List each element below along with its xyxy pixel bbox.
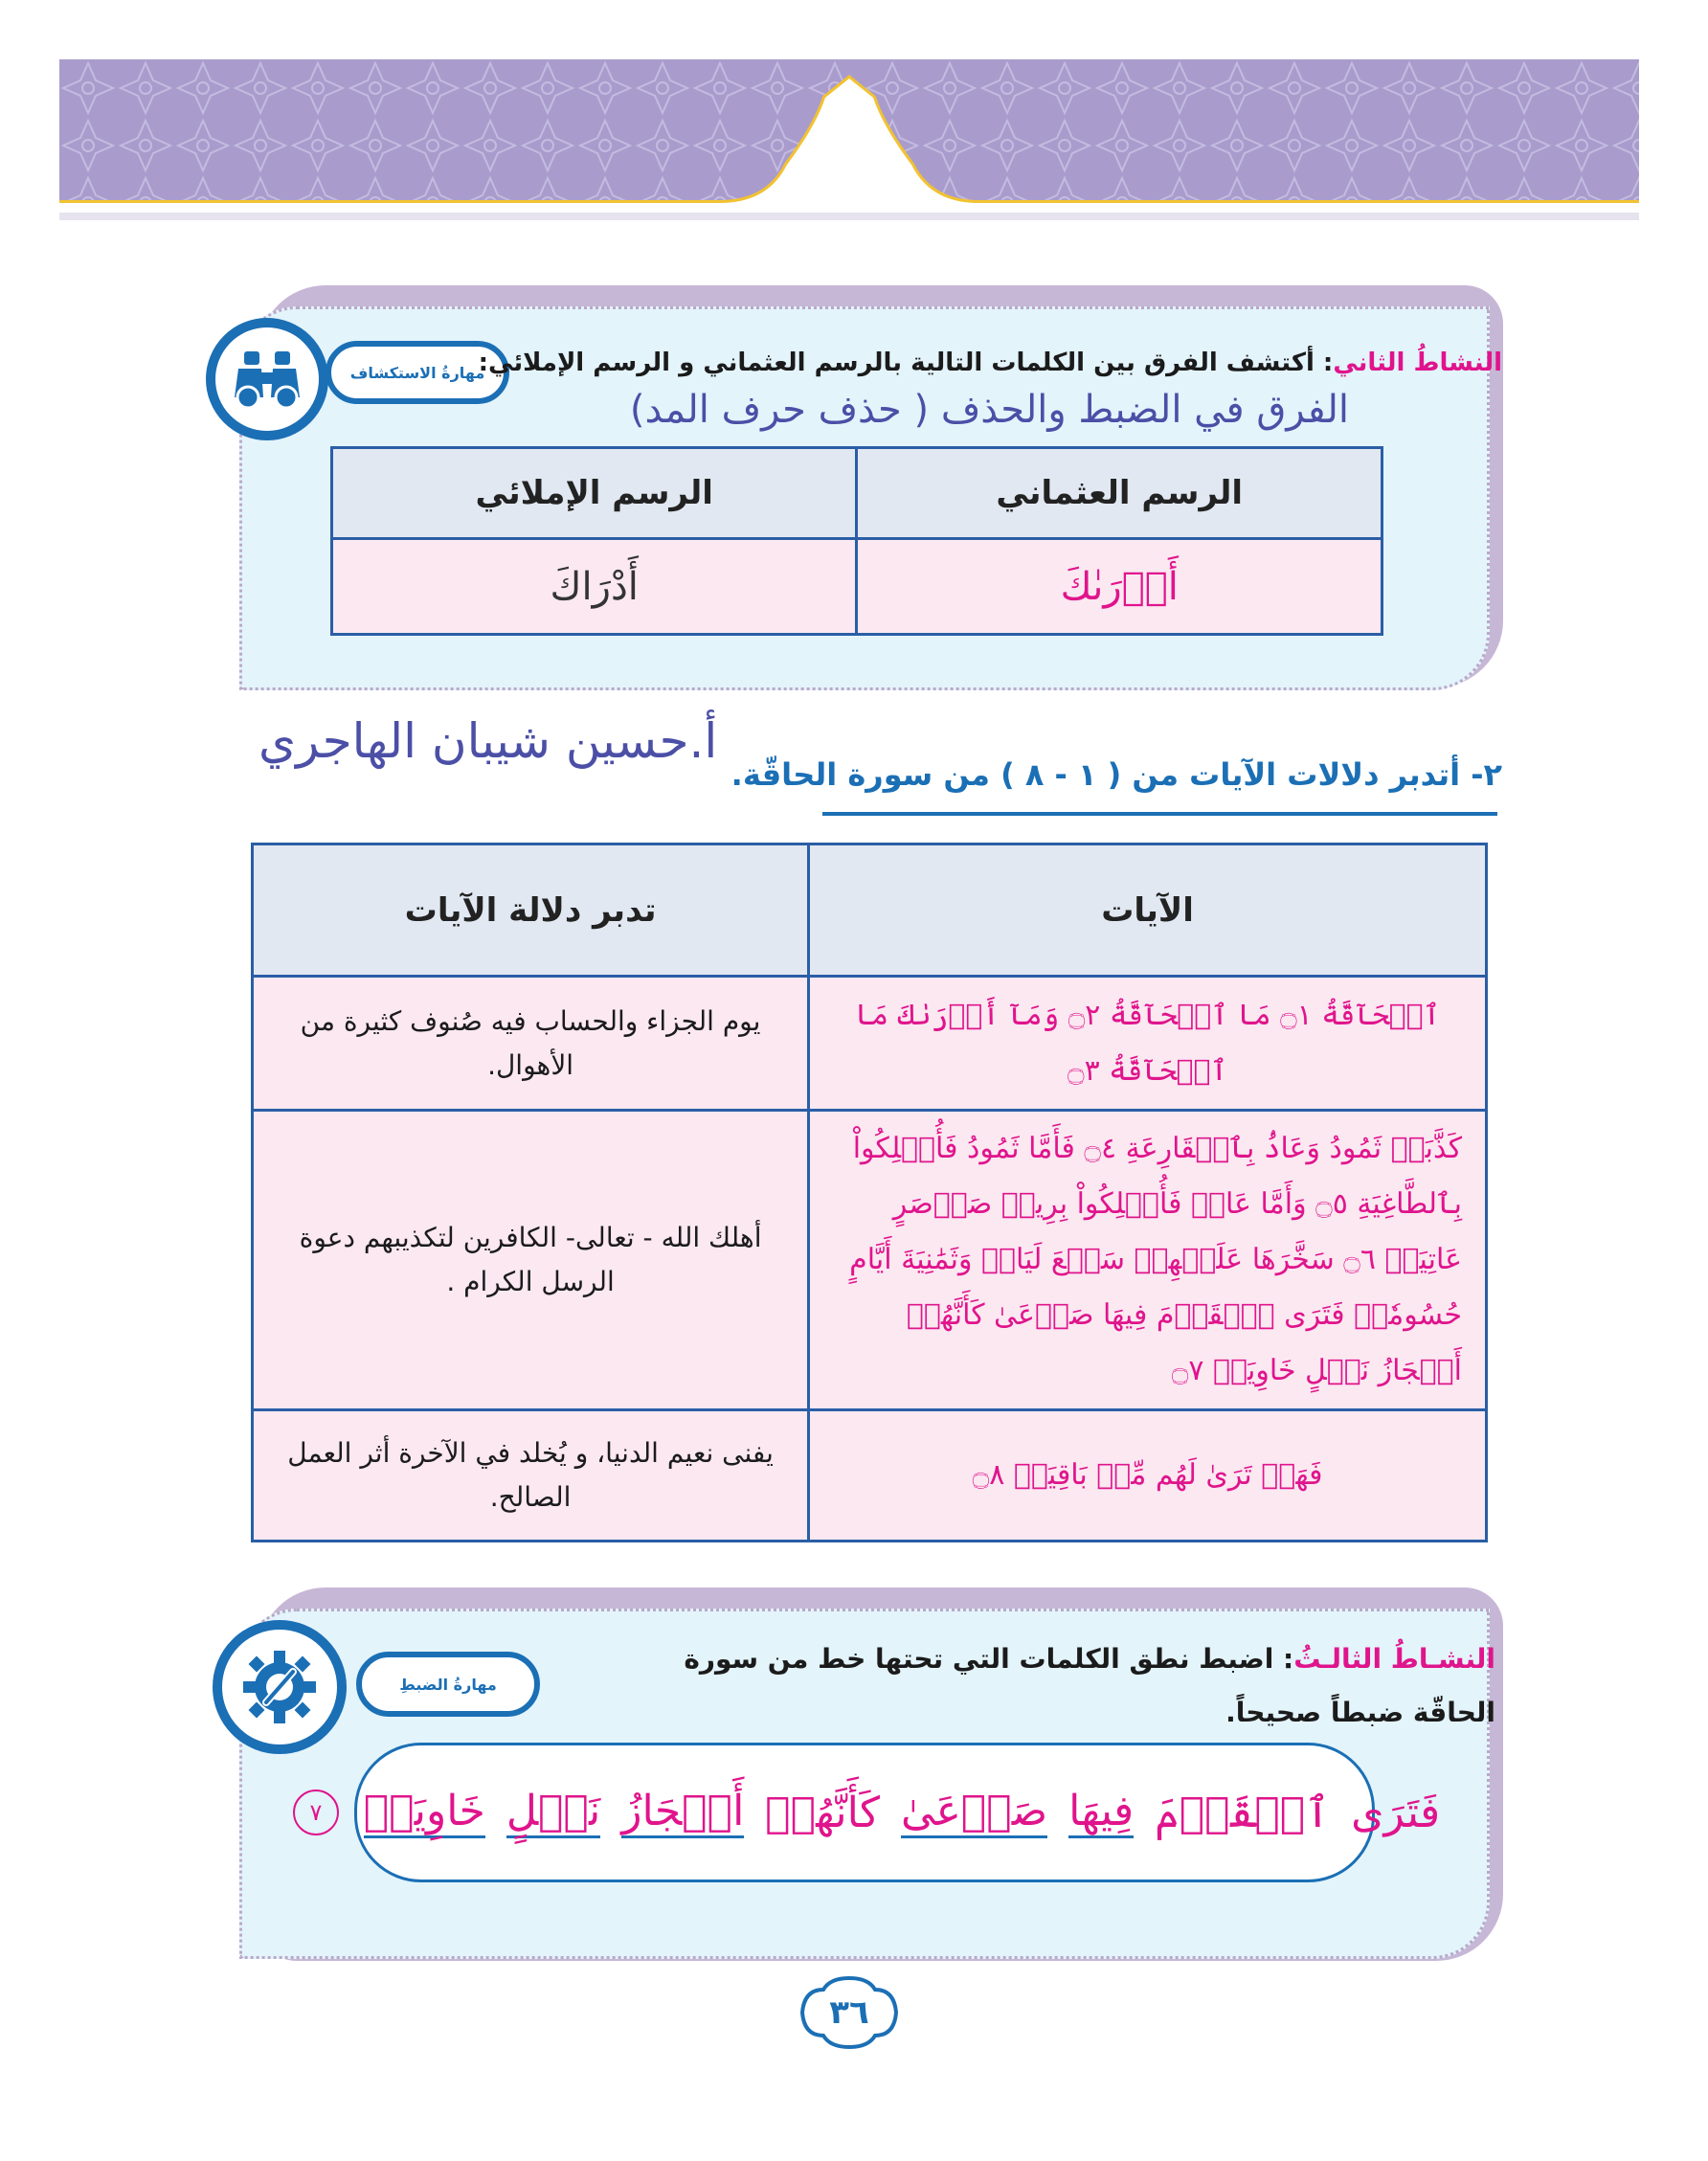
verse-box xyxy=(309,1743,1441,1882)
ayah-number: ٧ xyxy=(293,1790,339,1835)
verse-word: كَأَنَّهُمۡ xyxy=(765,1788,880,1837)
activity3-instruction xyxy=(596,1632,1495,1740)
verse-word: فَتَرَى xyxy=(1351,1788,1441,1837)
activity-text: : اضبط نطق الكلمات التي تحتها خط من سورة الحاقّة ضبطاً صحيحاً. xyxy=(684,1643,1495,1728)
verse-cell: فَهَلۡ تَرَىٰ لَهُم مِّنۢ بَاقِيَةٖ ۝٨ xyxy=(809,1410,1487,1542)
control-skill-badge xyxy=(356,1652,540,1717)
verse-word-underlined: فِيهَا xyxy=(1068,1787,1134,1838)
header-pattern xyxy=(59,59,1639,230)
uthmani-imlai-table xyxy=(330,446,1383,636)
binoculars-icon xyxy=(206,318,328,440)
handwritten-note: الفرق في الضبط والحذف ( حذف حرف المد) xyxy=(629,388,1349,432)
author-note: أ.حسين شيبان الهاجري xyxy=(258,713,718,769)
verse-line xyxy=(289,1787,1440,1838)
imlai-value: أَدْرَاكَ xyxy=(332,539,857,635)
verse-cell: كَذَّبَتۡ ثَمُودُ وَعَادُۢ بِٱلۡقَارِعَةِ ۝٤ فَأَمَّا ثَمُودُ فَأُهۡلِكُواْ بِٱلطَّاغِيَةِ ۝٥ وَأَمَّا عَادٞ فَأُهۡلِكُواْ بِرِيحٖ صَرۡصَرٍ عَاتِيَةٖ ۝٦ سَخَّرَهَا عَلَيۡهِمۡ سَبۡعَ لَيَالٖ وَثَمَٰنِيَةَ أَيَّامٍ حُسُومٗاۖ فَتَرَى ٱلۡقَوۡمَ فِيهَا صَرۡعَىٰ كَأَنَّهُمۡ أَعۡجَازُ نَخۡلٍ خَاوِيَةٖ ۝٧ xyxy=(809,1111,1487,1410)
activity-label: النشـاطُ الثالـثُ xyxy=(1293,1643,1495,1675)
col-uthmani-header: الرسم العثماني xyxy=(857,448,1382,539)
verse-word-underlined: نَخۡلٍ xyxy=(506,1787,600,1838)
skill-label: مهارةُ الاستكشاف xyxy=(349,363,485,382)
activity-label: النشاطُ الثاني xyxy=(1333,349,1502,377)
section2-title: ٢- أتدبر دلالات الآيات من ( ١ - ٨ ) من سورة الحاقّة. xyxy=(730,756,1502,793)
title-underline xyxy=(822,812,1497,816)
header-banner xyxy=(59,59,1639,230)
page-number: ٣٦ xyxy=(829,1993,869,2032)
col-verses-header: الآيات xyxy=(809,844,1487,977)
verse-word-underlined: أَعۡجَازُ xyxy=(621,1787,744,1838)
gear-wrench-icon xyxy=(213,1620,347,1754)
col-imlai-header: الرسم الإملائي xyxy=(332,448,857,539)
verses-table xyxy=(251,843,1488,1542)
verse-cell: ٱلۡحَآقَّةُ ۝١ مَا ٱلۡحَآقَّةُ ۝٢ وَمَآ أَدۡرَىٰكَ مَا ٱلۡحَآقَّةُ ۝٣ xyxy=(809,977,1487,1111)
page-number-frame xyxy=(797,1974,902,2051)
activity2-instruction xyxy=(353,349,1502,377)
meaning-cell: أهلك الله - تعالى- الكافرين لتكذيبهم دعوة الرسل الكرام . xyxy=(253,1111,809,1410)
skill-label: مهارةُ الضبطِ xyxy=(399,1675,497,1694)
uthmani-value: أَدۡرَىٰكَ xyxy=(857,539,1382,635)
verse-word-underlined: خَاوِيَةٖ xyxy=(364,1787,485,1838)
meaning-cell: يوم الجزاء والحساب فيه صُنوف كثيرة من الأهوال. xyxy=(253,977,809,1111)
table-row xyxy=(253,1410,1487,1542)
meaning-cell: يفنى نعيم الدنيا، و يُخلد في الآخرة أثر العمل الصالح. xyxy=(253,1410,809,1542)
table-row xyxy=(253,977,1487,1111)
table-row xyxy=(253,1111,1487,1410)
activity-text: : أكتشف الفرق بين الكلمات التالية بالرسم العثماني و الرسم الإملائي: xyxy=(478,349,1334,377)
verse-word: ٱلۡقَوۡمَ xyxy=(1155,1788,1331,1837)
verse-word-underlined: صَرۡعَىٰ xyxy=(901,1787,1047,1838)
col-meaning-header: تدبر دلالة الآيات xyxy=(253,844,809,977)
